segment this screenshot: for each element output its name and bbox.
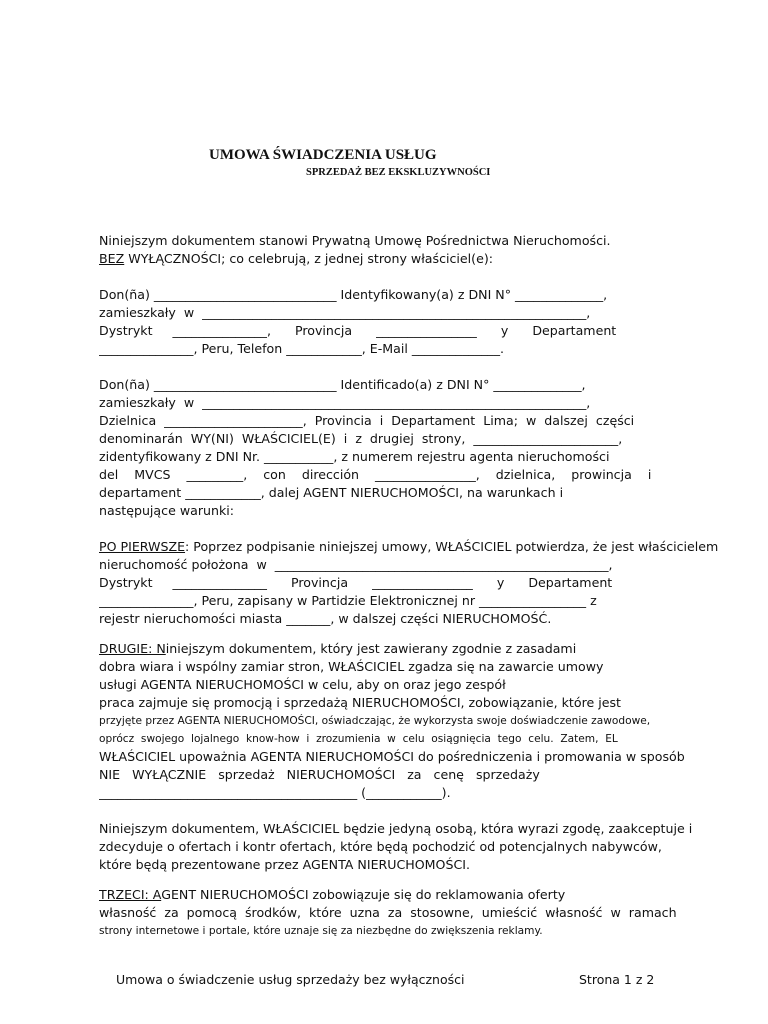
owner1-line-3: Dystrykt _______________, Provincja ________________ y Departament <box>99 323 617 338</box>
owner2-line-4: denominarán WY(NI) WŁAŚCICIEL(E) i z drugiej strony, _______________________, <box>99 431 623 446</box>
document-body <box>99 232 739 940</box>
second-clause-line-2: dobra wiara i wspólny zamiar stron, WŁAŚCICIEL zgadza się na zawarcie umowy <box>99 659 604 674</box>
footer-page-number: Strona 1 z 2 <box>579 972 655 987</box>
first-clause-line-3: Dystrykt _______________ Provincja ________________ y Departament <box>99 575 613 590</box>
owner2-line-5: zidentyfikowany z DNI Nr. ___________, z numerem rejestru agenta nieruchomości <box>99 449 610 464</box>
second-clause-line-1: DRUGIE: Niniejszym dokumentem, który jest zawierany zgodnie z zasadami <box>99 641 577 656</box>
document-subtitle: SPRZEDAŻ BEZ EKSKLUZYWNOŚCI <box>306 167 491 178</box>
second-clause-line-4: praca zajmuje się promocją i sprzedażą NIERUCHOMOŚCI, zobowiązanie, które jest <box>99 695 621 710</box>
owner-para-line-2: zdecyduje o ofertach i kontr ofertach, które będą pochodzić od potencjalnych nabywców, <box>99 839 662 854</box>
owner-para-line-1: Niniejszym dokumentem, WŁAŚCICIEL będzie jedyną osobą, która wyrazi zgodę, zaakceptuje i <box>99 821 693 836</box>
owner2-line-8: następujące warunki: <box>99 503 235 518</box>
owner2-line-6: del MVCS _________, con dirección ________________, dzielnica, prowincja i <box>99 467 652 482</box>
intro-line-1: Niniejszym dokumentem stanowi Prywatną Umowę Pośrednictwa Nieruchomości. <box>99 233 611 248</box>
first-clause-line-2: nieruchomość położona w _____________________________________________________, <box>99 557 613 572</box>
first-clause-line-1: PO PIERWSZE: Poprzez podpisanie niniejszej umowy, WŁAŚCICIEL potwierdza, że jest właścicielem <box>99 539 719 554</box>
owner1-line-2: zamieszkały w _____________________________________________________________, <box>99 305 591 320</box>
first-clause-line-4: _______________, Peru, zapisany w Partidzie Elektronicznej nr _________________ z <box>99 593 597 608</box>
owner-para-line-3: które będą prezentowane przez AGENTA NIERUCHOMOŚCI. <box>99 857 470 872</box>
owner2-line-7: departament ____________, dalej AGENT NIERUCHOMOŚCI, na warunkach i <box>99 485 564 500</box>
second-clause-line-5: przyjęte przez AGENTA NIERUCHOMOŚCI, oświadczając, że wykorzysta swoje doświadczenie zawodowe, <box>99 715 651 727</box>
second-clause-line-3: usługi AGENTA NIERUCHOMOŚCI w celu, aby on oraz jego zespół <box>99 677 506 692</box>
third-clause-line-1: TRZECI: AGENT NIERUCHOMOŚCI zobowiązuje się do reklamowania oferty <box>99 887 566 902</box>
owner2-line-1: Don(ña) _____________________________ Identificado(a) z DNI N° ______________, <box>99 377 586 392</box>
third-clause-line-2: własność za pomocą środków, które uzna za stosowne, umieścić własność w ramach <box>99 905 677 920</box>
owner1-line-1: Don(ña) _____________________________ Identyfikowany(a) z DNI N° ______________, <box>99 287 608 302</box>
owner2-line-2: zamieszkały w _____________________________________________________________, <box>99 395 591 410</box>
intro-line-2 <box>99 250 739 268</box>
second-clause-line-8: NIE WYŁĄCZNIE sprzedaż NIERUCHOMOŚCI za cenę sprzedaży <box>99 767 540 782</box>
third-clause-label: TRZECI: A <box>99 887 162 902</box>
second-clause-line-6: oprócz swojego lojalnego know-how i zrozumienia w celu osiągnięcia tego celu. Zatem, EL <box>99 733 618 745</box>
owner1-line-4: _______________, Peru, Telefon ____________, E-Mail ______________. <box>99 341 505 356</box>
document-title: UMOWA ŚWIADCZENIA USŁUG <box>209 147 437 163</box>
first-clause-line-5: rejestr nieruchomości miasta _______, w dalszej części NIERUCHOMOŚĆ. <box>99 611 552 626</box>
intro-bez-underlined: BEZ <box>99 251 125 266</box>
first-clause-label: PO PIERWSZE <box>99 539 186 554</box>
owner2-line-3: Dzielnica ______________________, Provincia i Departament Lima; w dalszej części <box>99 413 635 428</box>
third-clause-line-3: strony internetowe i portale, które uznaje się za niezbędne do zwiększenia reklamy. <box>99 925 543 937</box>
second-clause-label: DRUGIE: N <box>99 641 166 656</box>
second-clause-line-7: WŁAŚCICIEL upoważnia AGENTA NIERUCHOMOŚCI do pośredniczenia i promowania w sposób <box>99 749 685 764</box>
intro-line-2-rest: WYŁĄCZNOŚCI; co celebrują, z jednej strony właściciel(e): <box>124 251 493 266</box>
footer-document-name: Umowa o świadczenie usług sprzedaży bez wyłączności <box>116 972 465 987</box>
second-clause-line-9: _________________________________________ (____________). <box>99 785 451 800</box>
